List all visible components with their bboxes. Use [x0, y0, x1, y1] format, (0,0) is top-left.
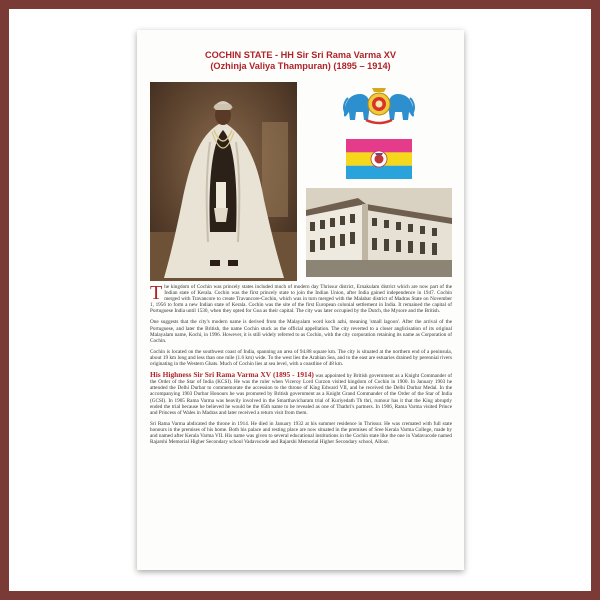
elephant-coat-of-arms-icon	[342, 82, 416, 126]
paragraph-4	[150, 372, 452, 416]
state-flag	[346, 139, 412, 179]
title-line-2: (Ozhinja Valiya Thampuran) (1895 – 1914)	[210, 61, 391, 71]
paragraph-5: Sri Rama Varma abdicated the throne in 1914. He died in January 1932 at his summer residence in Thrissur. He was cremated with full state honours in the premises of his home. Both his palace and resting place are now situated in the premises of Sree Kerala Varma College, made by and named after Kerala Varma VII. His name was given to several educational institutions in the Cochin state like the one in Vadavucode named Rajarshi Memorial Higher Secondary school Vadavucode and Rajarshi Memorial Higher Secondary school, Alloor.	[150, 420, 452, 446]
paragraph-3: Cochin is located on the southwest coast of India, spanning an area of 94.88 square km. The city is situated at the northern end of a peninsula, about 19 km long and less than one mile (1.6 km) wide. To the west lies the Arabian Sea, and to the east are estuaries drained by perennial rivers originating in the Western Ghats. Much of Cochin lies at sea level, with a coastline of 48 km.	[150, 348, 452, 368]
title-line-1: COCHIN STATE - HH Sir Sri Rama Varma XV	[204, 50, 397, 60]
article-body	[150, 284, 452, 450]
paragraph-4-text: was appointed by British government as a Knight Commander of the Order of the Star of India (KCSI). He was the ruler when Viceroy Lord Curzon visited kingdom of Cochin in 1900. In January 1903 he attended the Delhi Durbar to commemorate the accession to the throne of King Edward VII, and he received the Delhi Durbar Medal. In the accompanying 1903 Durbar Honours he was promoted by British government as a Knight Grand Commander of the Order of the Star of India (GCSI). In 1905 Rama Varma was heavily involved in the Smarthavicharam trial of Kuriyedath Th thri, rumour has it that the King abruptly ended the trial because he believed he would be the 65th name to be revealed as one of Thathri's partners. In 1906, Rama Varma visited Prince and Princess of Wales in Madras and later received a return visit from them.	[150, 373, 452, 416]
emblem	[342, 82, 416, 126]
ruler-heading: His Highness Sir Sri Rama Varma XV (1895 - 1914)	[150, 370, 314, 380]
paragraph-1	[150, 284, 452, 314]
palace-photo	[306, 188, 452, 277]
drop-cap: T	[150, 282, 163, 304]
cochin-state-flag-icon	[346, 139, 412, 179]
poster-title	[137, 50, 464, 72]
poster	[137, 30, 464, 570]
paragraph-1-text: he kingdom of Cochin was princely states included much of modern day Thrissur district, Ernakulam district which are now part of the Indian state of Kerala. Cochin was the first princely state to join the Indian Union, after India gained independence in 1947. Cochin merged with Travancore to create Travancore-Cochin, which was in turn merged with the Malabar district of Madras State on November 1, 1956 to form a new Indian state of Kerala. Cochin was the site of the first European colonial settlement in India. It remained the capital of Portuguese India until 1530, when they opted for Goa as their capital. The city was later occupied by the Dutch, the Mysore and the British.	[150, 284, 452, 315]
palace-building-icon	[306, 188, 452, 277]
king-portrait-photo	[150, 82, 297, 281]
king-portrait-icon	[150, 82, 297, 281]
paragraph-2: One suggests that the city's modern name is derived from the Malayalam word koch azhi, meaning 'small lagoon'. After the arrival of the Portuguese, and later the British, the name Cochin stuck as the official appellation. The city reverted to a closer anglicisation of its original Malayalam name, Kochi, in 1996. However, it is still widely referred to as Cochin, with the city corporation retaining its name as Corporation of Cochin.	[150, 319, 452, 344]
